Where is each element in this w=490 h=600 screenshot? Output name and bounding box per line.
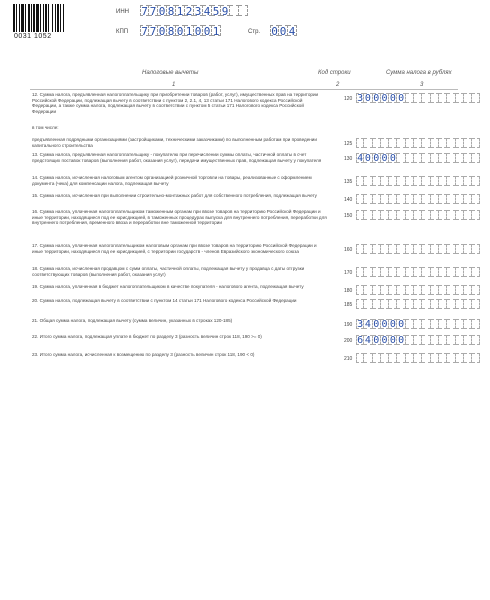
- amount-digit: 0: [398, 93, 405, 104]
- amount-digit: [456, 319, 464, 329]
- amount-digit: [422, 285, 430, 295]
- amount-digit: 0: [389, 153, 396, 164]
- amount-digit: [356, 176, 364, 186]
- amount-digit: [389, 267, 397, 277]
- amount-digit: [422, 210, 430, 220]
- amount-digit: [406, 267, 414, 277]
- amount-digit: [447, 93, 455, 103]
- inn-digit: [230, 5, 239, 16]
- amount-digit: 0: [373, 153, 380, 164]
- amount-digit: [381, 285, 389, 295]
- row-text: предъявленная подрядными организациями (застройщиками, техническими заказчиками) по выполненным работам при проведении капитального строительства: [32, 137, 317, 148]
- amount-digit: [439, 335, 447, 345]
- amount-digit: [397, 153, 405, 163]
- amount-digit: 0: [364, 153, 371, 164]
- row-text: 22. Итого сумма налога, подлежащая уплате в бюджет по разделу 3 (разность величин строк 118, 190 >= 0): [32, 334, 262, 339]
- amount-digit: [406, 210, 414, 220]
- amount-digit: [439, 194, 447, 204]
- row-text: 19. Сумма налога, уплаченная в бюджет налогоплательщиком в качестве покупателя - налогового агента, подлежащая вычету: [32, 284, 304, 289]
- kpp-digit: 7: [141, 25, 148, 38]
- kpp-digit: 1: [185, 25, 193, 38]
- barcode: [13, 4, 67, 32]
- amount-digit: [422, 299, 430, 309]
- amount-digit: [373, 210, 381, 220]
- inn-digit: 1: [176, 5, 184, 18]
- amount-digit: [406, 299, 414, 309]
- amount-digit: [414, 138, 422, 148]
- row-code: 140: [344, 197, 353, 203]
- amount-digit: [431, 285, 439, 295]
- page-cells: [270, 25, 297, 36]
- amount-digit: [364, 285, 372, 295]
- amount-digit: [464, 267, 472, 277]
- amount-digit: [456, 244, 464, 254]
- amount-digit: [456, 176, 464, 186]
- amount-digit: [397, 244, 405, 254]
- amount-digit: [389, 285, 397, 295]
- amount-digit: 0: [381, 335, 388, 346]
- kpp-digit: 0: [194, 25, 202, 38]
- amount-digit: [472, 138, 480, 148]
- amount-cells: [356, 138, 480, 148]
- amount-digit: [414, 153, 422, 163]
- amount-digit: [389, 210, 397, 220]
- amount-cells: [356, 335, 480, 345]
- amount-digit: [414, 210, 422, 220]
- amount-digit: [422, 267, 430, 277]
- amount-digit: 0: [381, 93, 388, 104]
- amount-digit: [414, 335, 422, 345]
- amount-digit: [406, 176, 414, 186]
- page-digit: 0: [279, 25, 287, 38]
- amount-digit: [464, 335, 472, 345]
- amount-digit: [439, 93, 447, 103]
- amount-digit: [439, 244, 447, 254]
- amount-digit: [381, 138, 389, 148]
- amount-digit: [373, 299, 381, 309]
- amount-cells: [356, 285, 480, 295]
- amount-digit: [456, 210, 464, 220]
- amount-digit: [472, 267, 480, 277]
- amount-digit: [381, 176, 389, 186]
- col2-header: Код строки: [318, 70, 351, 76]
- amount-digit: 6: [357, 335, 364, 346]
- row-code: 190: [344, 322, 353, 328]
- row-text: в том числе:: [32, 125, 59, 130]
- amount-digit: [397, 267, 405, 277]
- row-code: 150: [344, 213, 353, 219]
- amount-digit: [439, 138, 447, 148]
- amount-digit: [456, 267, 464, 277]
- amount-digit: [373, 176, 381, 186]
- amount-digit: [464, 244, 472, 254]
- amount-digit: [464, 285, 472, 295]
- amount-digit: [364, 194, 372, 204]
- amount-digit: [406, 335, 414, 345]
- amount-digit: [356, 285, 364, 295]
- amount-digit: [456, 194, 464, 204]
- amount-digit: [373, 194, 381, 204]
- amount-digit: [456, 285, 464, 295]
- row-code: 185: [344, 302, 353, 308]
- amount-cells: [356, 93, 480, 103]
- kpp-digit: 8: [167, 25, 175, 38]
- amount-digit: [356, 299, 364, 309]
- amount-digit: [373, 285, 381, 295]
- amount-digit: [414, 176, 422, 186]
- amount-digit: [431, 267, 439, 277]
- amount-digit: [447, 353, 455, 363]
- amount-digit: [447, 267, 455, 277]
- amount-digit: [464, 176, 472, 186]
- amount-digit: [389, 353, 397, 363]
- amount-digit: [397, 210, 405, 220]
- amount-digit: [406, 285, 414, 295]
- inn-digit: 4: [203, 5, 211, 18]
- amount-digit: 0: [364, 93, 371, 104]
- amount-digit: 0: [389, 319, 396, 330]
- inn-digit: 2: [185, 5, 193, 18]
- amount-digit: [456, 93, 464, 103]
- amount-digit: 4: [364, 335, 371, 346]
- inn-digit: 0: [158, 5, 166, 18]
- amount-digit: [356, 138, 364, 148]
- amount-digit: [439, 319, 447, 329]
- amount-digit: [456, 299, 464, 309]
- amount-cells: [356, 153, 480, 163]
- amount-digit: [464, 299, 472, 309]
- header-divider: [30, 89, 458, 90]
- amount-digit: [381, 210, 389, 220]
- amount-digit: [389, 244, 397, 254]
- col3-header: Сумма налога в рублях: [386, 70, 452, 76]
- kpp-digit: 0: [203, 25, 211, 38]
- amount-digit: [422, 319, 430, 329]
- amount-digit: [406, 138, 414, 148]
- inn-digit: 9: [221, 5, 229, 18]
- amount-digit: [356, 210, 364, 220]
- amount-digit: 3: [357, 319, 364, 330]
- amount-digit: [472, 194, 480, 204]
- amount-digit: [364, 267, 372, 277]
- amount-digit: [472, 335, 480, 345]
- amount-digit: [422, 244, 430, 254]
- col1-header: Налоговые вычеты: [142, 70, 199, 76]
- row-code: 120: [344, 96, 353, 102]
- amount-digit: 0: [373, 93, 380, 104]
- amount-digit: [356, 267, 364, 277]
- amount-cells: [356, 244, 480, 254]
- amount-digit: [422, 335, 430, 345]
- amount-digit: [406, 353, 414, 363]
- amount-digit: [414, 244, 422, 254]
- amount-digit: [406, 194, 414, 204]
- amount-digit: [431, 93, 439, 103]
- row-code: 130: [344, 156, 353, 162]
- amount-digit: [431, 335, 439, 345]
- row-code: 160: [344, 247, 353, 253]
- amount-digit: [381, 244, 389, 254]
- amount-digit: [447, 285, 455, 295]
- amount-digit: [397, 176, 405, 186]
- amount-digit: 0: [398, 335, 405, 346]
- amount-digit: [373, 138, 381, 148]
- amount-digit: [422, 138, 430, 148]
- inn-digit: 8: [167, 5, 175, 18]
- amount-digit: 0: [398, 319, 405, 330]
- row-code: 210: [344, 356, 353, 362]
- amount-digit: [472, 93, 480, 103]
- amount-digit: [422, 153, 430, 163]
- col3-num: 3: [420, 82, 424, 88]
- amount-cells: [356, 176, 480, 186]
- amount-digit: [406, 153, 414, 163]
- amount-digit: [439, 176, 447, 186]
- amount-digit: 3: [357, 93, 364, 104]
- amount-digit: 0: [389, 93, 396, 104]
- amount-digit: [431, 153, 439, 163]
- row-text: 16. Сумма налога, уплаченная налогоплательщиком таможенным органам при ввозе товаров на территорию Российской Федерации и иные территории, находящиеся под ее юрисдикцией, в таможенных процедурах выпуска для внутреннего потребления, переработки для внутреннего потребления, временного ввоза и переработки вне таможенной территории: [32, 209, 327, 226]
- inn-digit: 5: [212, 5, 220, 18]
- kpp-cells: [140, 25, 221, 36]
- amount-digit: [364, 176, 372, 186]
- amount-digit: [447, 335, 455, 345]
- inn-label: ИНН: [116, 9, 129, 15]
- col1-num: 1: [172, 82, 176, 88]
- amount-digit: [373, 244, 381, 254]
- amount-digit: [389, 299, 397, 309]
- amount-digit: [464, 210, 472, 220]
- barcode-number: 0031 1052: [14, 33, 52, 40]
- amount-digit: [381, 267, 389, 277]
- amount-cells: [356, 194, 480, 204]
- amount-digit: [464, 93, 472, 103]
- amount-digit: [397, 285, 405, 295]
- amount-digit: 0: [373, 335, 380, 346]
- amount-digit: [364, 299, 372, 309]
- amount-digit: [456, 353, 464, 363]
- col2-num: 2: [336, 82, 340, 88]
- amount-digit: [389, 138, 397, 148]
- amount-digit: [381, 299, 389, 309]
- amount-digit: [472, 244, 480, 254]
- amount-digit: [389, 176, 397, 186]
- amount-digit: [472, 176, 480, 186]
- amount-digit: [364, 210, 372, 220]
- amount-digit: [414, 299, 422, 309]
- row-text: 13. Сумма налога, предъявленная налогоплательщику - покупателю при перечислении суммы оплаты, частичной оплаты в счет предстоящих поставок товаров (выполнения работ, оказания услуг), передачи имущественных прав, подлежащая вычету у покупателя: [32, 152, 322, 163]
- row-text: 15. Сумма налога, исчисленная при выполнении строительно-монтажных работ для собственного потребления, подлежащая вычету: [32, 193, 317, 198]
- amount-digit: [381, 353, 389, 363]
- kpp-digit: 0: [176, 25, 184, 38]
- amount-cells: [356, 319, 480, 329]
- row-text: 23. Итого сумма налога, исчисленная к возмещению по разделу 3 (разность величин строк 118, 190 < 0): [32, 352, 255, 357]
- amount-digit: [397, 194, 405, 204]
- amount-digit: [364, 244, 372, 254]
- amount-digit: [364, 138, 372, 148]
- inn-digit: 7: [141, 5, 148, 18]
- amount-digit: [406, 319, 414, 329]
- amount-digit: [431, 176, 439, 186]
- amount-digit: [422, 176, 430, 186]
- amount-digit: [431, 319, 439, 329]
- amount-digit: [397, 353, 405, 363]
- amount-cells: [356, 353, 480, 363]
- amount-digit: [422, 194, 430, 204]
- amount-digit: [472, 299, 480, 309]
- amount-digit: 4: [364, 319, 371, 330]
- amount-digit: [356, 194, 364, 204]
- row-code: 170: [344, 270, 353, 276]
- kpp-label: КПП: [116, 29, 129, 35]
- amount-digit: [456, 335, 464, 345]
- row-text: 21. Общая сумма налога, подлежащая вычету (сумма величин, указанных в строках 120-185): [32, 318, 233, 323]
- amount-digit: [439, 353, 447, 363]
- amount-digit: [456, 153, 464, 163]
- amount-digit: [431, 244, 439, 254]
- amount-digit: [472, 353, 480, 363]
- amount-digit: [431, 299, 439, 309]
- amount-digit: 0: [381, 319, 388, 330]
- amount-digit: [447, 138, 455, 148]
- amount-digit: [447, 319, 455, 329]
- kpp-digit: 0: [158, 25, 166, 38]
- amount-digit: [389, 194, 397, 204]
- amount-digit: 0: [381, 153, 388, 164]
- amount-digit: [431, 194, 439, 204]
- row-text: 20. Сумма налога, подлежащая вычету в соответствии с пунктом 14 статьи 171 Налогового кодекса Российской Федерации: [32, 298, 297, 303]
- amount-cells: [356, 210, 480, 220]
- kpp-digit: 1: [212, 25, 220, 38]
- amount-digit: [414, 194, 422, 204]
- amount-digit: [406, 244, 414, 254]
- amount-digit: [356, 353, 364, 363]
- amount-digit: 4: [357, 153, 364, 164]
- amount-cells: [356, 267, 480, 277]
- amount-digit: [414, 285, 422, 295]
- amount-digit: [472, 210, 480, 220]
- amount-digit: [464, 319, 472, 329]
- row-text: 18. Сумма налога, исчисленная продавцом с сумм оплаты, частичной оплаты, подлежащая вычету у продавца с даты отгрузки соответствующих товаров (выполнения работ, оказания услуг): [32, 266, 305, 277]
- amount-digit: 0: [373, 319, 380, 330]
- amount-digit: 0: [389, 335, 396, 346]
- amount-digit: [414, 93, 422, 103]
- amount-cells: [356, 299, 480, 309]
- amount-digit: [439, 299, 447, 309]
- amount-digit: [439, 267, 447, 277]
- amount-digit: [447, 244, 455, 254]
- amount-digit: [373, 353, 381, 363]
- amount-digit: [397, 138, 405, 148]
- amount-digit: [456, 138, 464, 148]
- row-code: 125: [344, 141, 353, 147]
- amount-digit: [431, 138, 439, 148]
- row-text: 14. Сумма налога, исчисленная налоговым агентом организацией розничной торговли на товары, реализованные с оформлением документа (чека) для компенсации налога, подлежащая вычету: [32, 175, 312, 186]
- amount-digit: [439, 285, 447, 295]
- amount-digit: [464, 194, 472, 204]
- amount-digit: [364, 353, 372, 363]
- amount-digit: [414, 267, 422, 277]
- amount-digit: [447, 210, 455, 220]
- page-label: Стр.: [248, 29, 261, 35]
- inn-digit: [239, 5, 248, 16]
- amount-digit: [472, 319, 480, 329]
- amount-digit: [414, 353, 422, 363]
- inn-cells: [140, 5, 248, 16]
- amount-digit: [356, 244, 364, 254]
- amount-digit: [414, 319, 422, 329]
- amount-digit: [431, 353, 439, 363]
- amount-digit: [397, 299, 405, 309]
- inn-digit: 3: [194, 5, 202, 18]
- amount-digit: [447, 299, 455, 309]
- amount-digit: [464, 138, 472, 148]
- row-text: 12. Сумма налога, предъявленная налогоплательщику при приобретении товаров (работ, услуг), имущественных прав на территории Российской Федерации, подлежащая вычету в соответствии с пунктом 2, 2.1, 4, 13 статьи 171 Налогового кодекса Российской Федерации, а также сумма налога, подлежащая вычету в соответствии с пунктом 5 статьи 171 Налогового кодекса Российской Федерации: [32, 92, 319, 114]
- amount-digit: [431, 210, 439, 220]
- amount-digit: [464, 153, 472, 163]
- amount-digit: [439, 210, 447, 220]
- amount-digit: [472, 285, 480, 295]
- amount-digit: [464, 353, 472, 363]
- amount-digit: [406, 93, 414, 103]
- row-code: 180: [344, 288, 353, 294]
- amount-digit: [472, 153, 480, 163]
- amount-digit: [381, 194, 389, 204]
- amount-digit: [422, 353, 430, 363]
- row-text: 17. Сумма налога, уплаченная налогоплательщиком налоговым органам при ввозе товаров на территорию Российской Федерации и иные территории, находящиеся под ее юрисдикцией, с территории государств - членов Евразийского экономического союза: [32, 243, 317, 254]
- amount-digit: [373, 267, 381, 277]
- page-digit: 0: [271, 25, 278, 38]
- amount-digit: [447, 194, 455, 204]
- kpp-digit: 7: [149, 25, 157, 38]
- amount-digit: [422, 93, 430, 103]
- page-digit: 4: [288, 25, 296, 38]
- amount-digit: [447, 176, 455, 186]
- amount-digit: [447, 153, 455, 163]
- row-code: 200: [344, 338, 353, 344]
- row-code: 135: [344, 179, 353, 185]
- amount-digit: [439, 153, 447, 163]
- inn-digit: 7: [149, 5, 157, 18]
